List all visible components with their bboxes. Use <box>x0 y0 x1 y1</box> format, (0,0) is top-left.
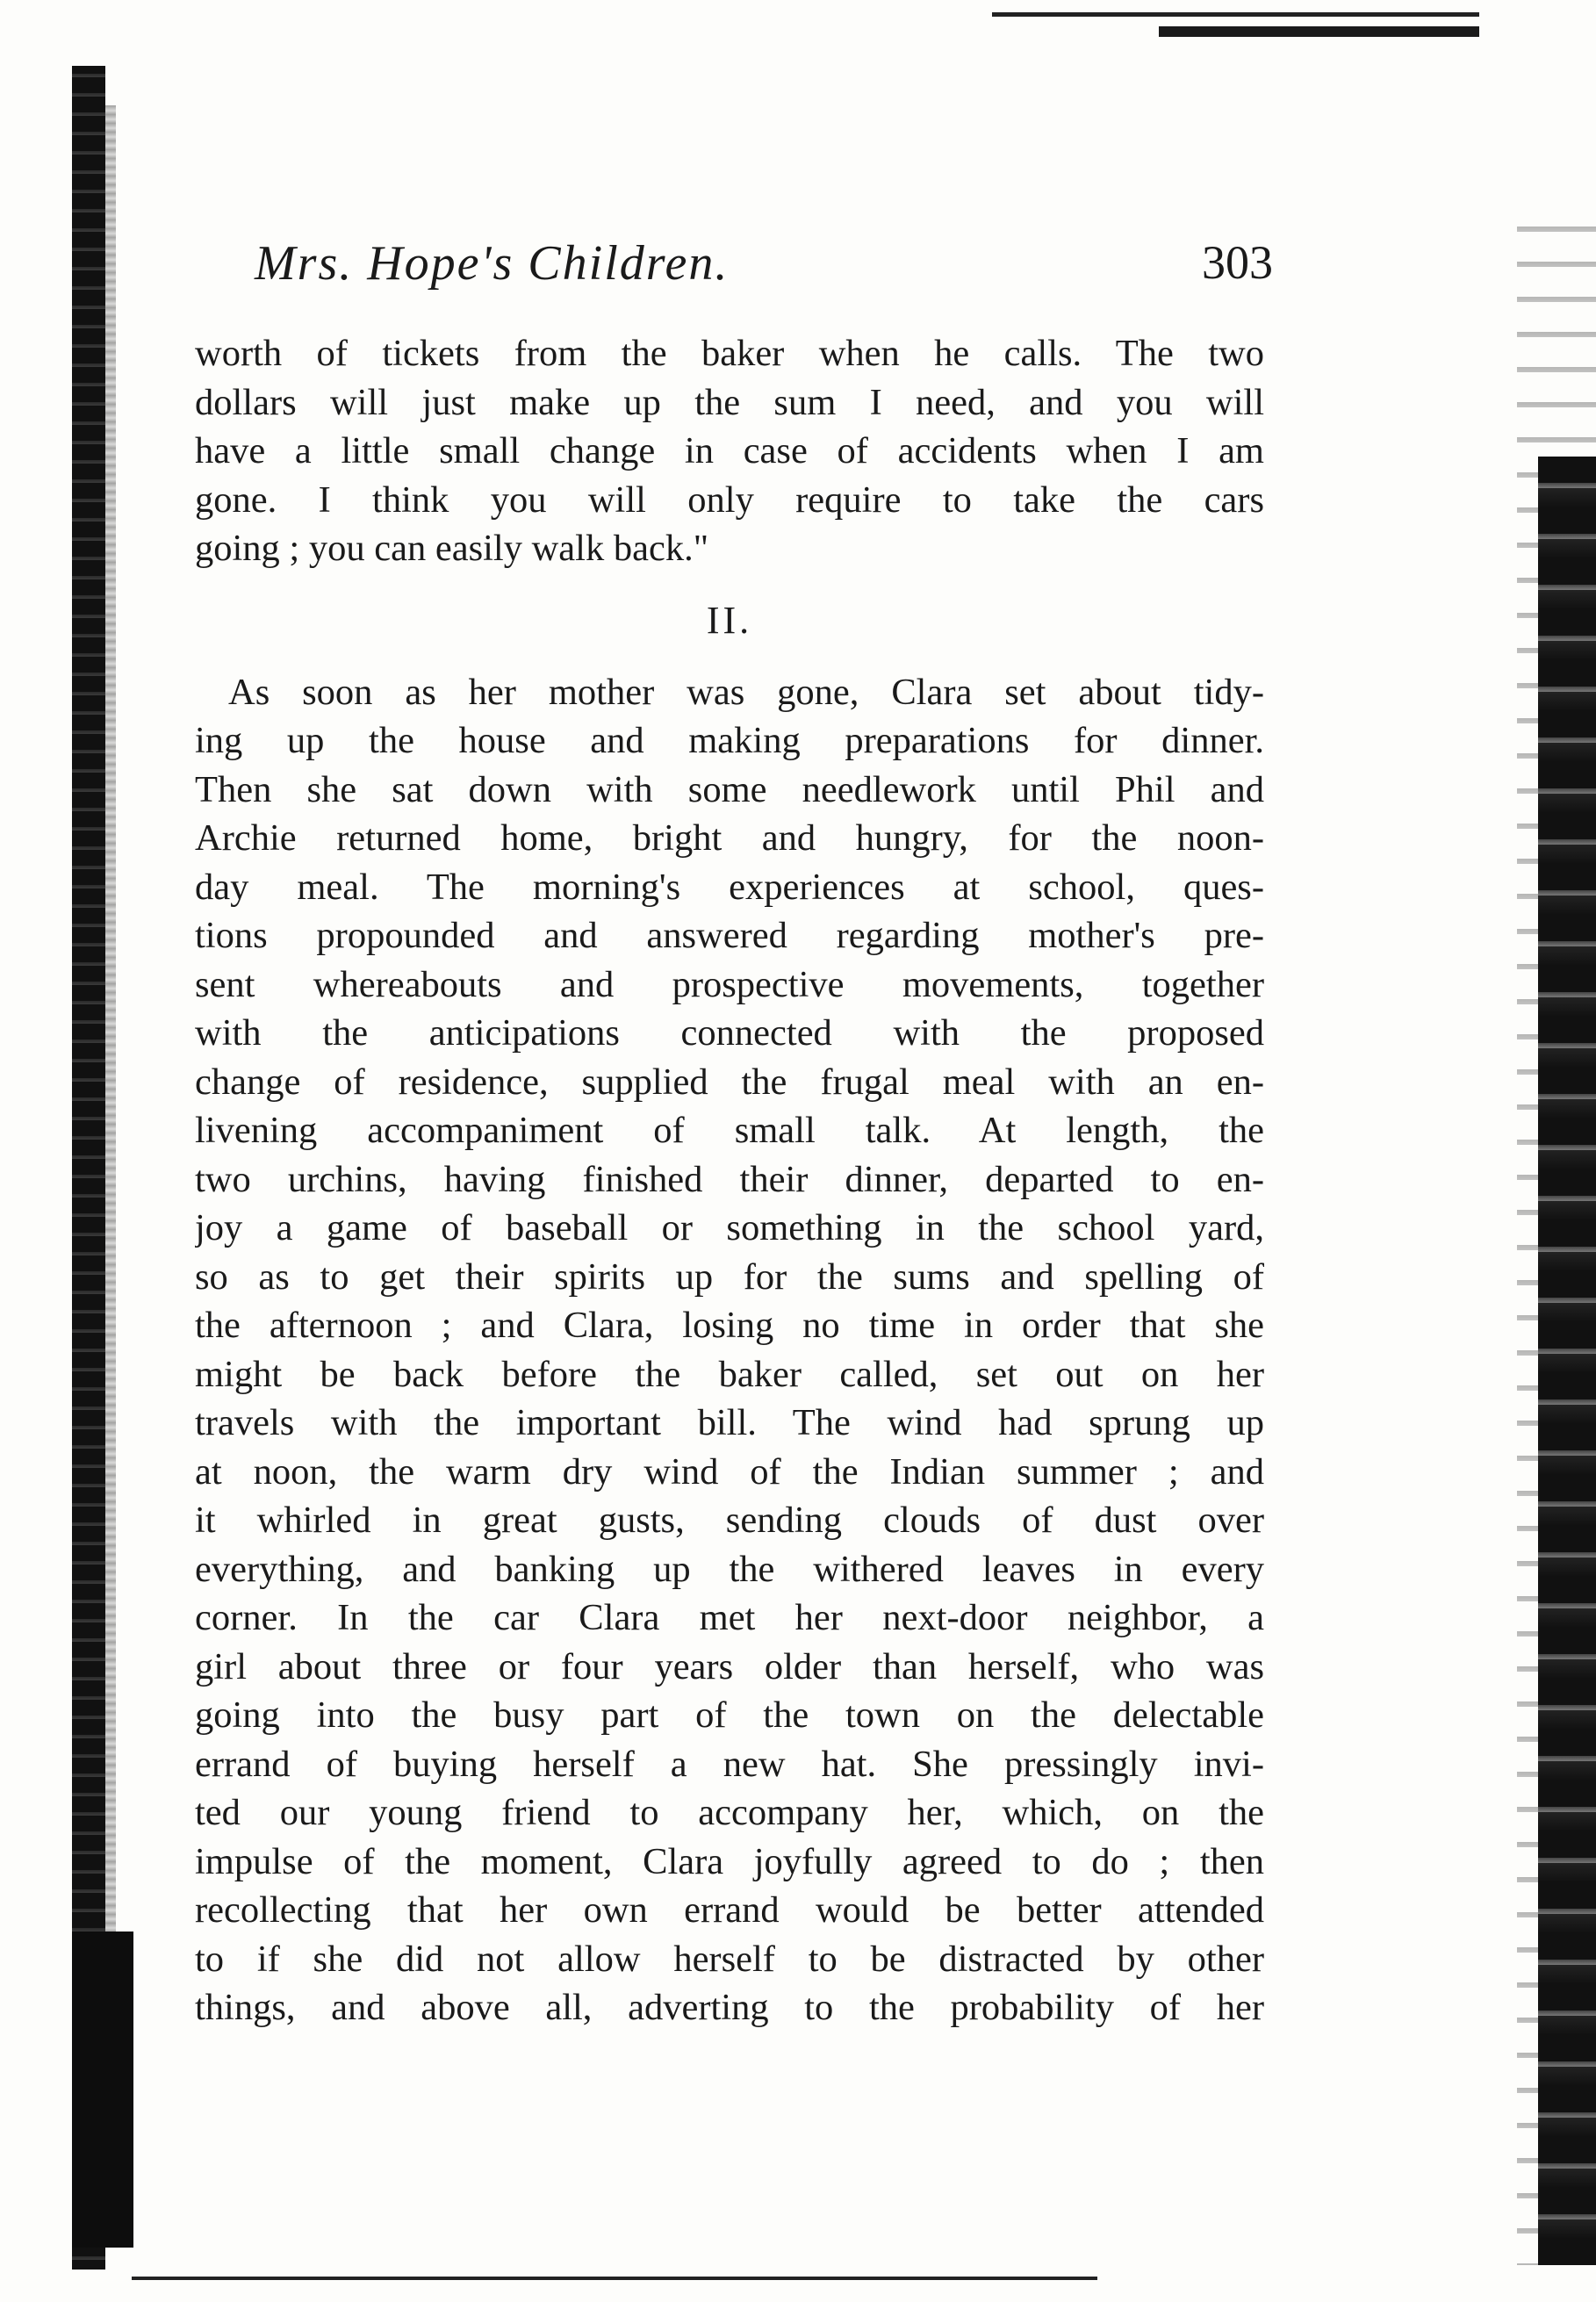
running-head: Mrs. Hope's Children. <box>255 236 730 291</box>
scan-binding-shadow <box>105 105 116 2248</box>
text-line: have a little small change in case of accidents when I am <box>195 430 1264 471</box>
text-line: girl about three or four years older than herself, who was <box>195 1645 1264 1687</box>
text-line: sent whereabouts and prospective movements, together <box>195 963 1264 1005</box>
text-line: might be back before the baker called, set out on her <box>195 1353 1264 1395</box>
text-line: Then she sat down with some needlework until Phil and <box>195 768 1264 810</box>
text-line: things, and above all, adverting to the probability of her <box>195 1987 1264 2028</box>
scan-corner-shadow <box>72 1932 133 2248</box>
text-line: going ; you can easily walk back." <box>195 528 709 569</box>
text-line: dollars will just make up the sum I need, and you will <box>195 381 1264 423</box>
text-line: worth of tickets from the baker when he calls. The two <box>195 333 1264 374</box>
text-line: going into the busy part of the town on the delectable <box>195 1694 1264 1736</box>
text-line: livening accompaniment of small talk. At length, the <box>195 1110 1264 1151</box>
scan-top-edge-dark <box>1159 26 1479 37</box>
text-line: gone. I think you will only require to take the cars <box>195 478 1264 521</box>
text-line: ted our young friend to accompany her, which, on the <box>195 1792 1264 1833</box>
page-number: 303 <box>1202 236 1273 289</box>
text-line: travels with the important bill. The wind had sprung up <box>195 1402 1264 1443</box>
text-line: change of residence, supplied the frugal meal with an en- <box>195 1061 1264 1103</box>
text-line: everything, and banking up the withered leaves in every <box>195 1548 1264 1590</box>
text-line: joy a game of baseball or something in the school yard, <box>195 1207 1264 1248</box>
section-gap <box>195 656 1264 668</box>
text-line: day meal. The morning's experiences at school, ques- <box>195 866 1264 908</box>
scan-top-edge <box>992 12 1479 17</box>
text-line: errand of buying herself a new hat. She pressingly invi- <box>195 1743 1264 1785</box>
text-line: it whirled in great gusts, sending clouds of dust over <box>195 1500 1264 1541</box>
text-line: ing up the house and making preparations for dinner. <box>195 720 1264 761</box>
section-gap <box>195 573 1264 586</box>
text-line: to if she did not allow herself to be distracted by other <box>195 1938 1264 1980</box>
text-line: recollecting that her own errand would be better attended <box>195 1889 1264 1931</box>
section-heading: II. <box>706 598 753 642</box>
scan-bottom-edge <box>132 2277 1097 2280</box>
scan-right-edge <box>1538 457 1596 2265</box>
text-line: two urchins, having finished their dinner, departed to en- <box>195 1158 1264 1200</box>
text-line: with the anticipations connected with the proposed <box>195 1012 1264 1054</box>
text-line: so as to get their spirits up for the sums and spelling of <box>195 1255 1264 1298</box>
text-line: tions propounded and answered regarding mother's pre- <box>195 915 1264 956</box>
text-line: corner. In the car Clara met her next-door neighbor, a <box>195 1597 1264 1638</box>
text-line: at noon, the warm dry wind of the Indian summer ; and <box>195 1450 1264 1493</box>
body-text <box>195 329 1264 2032</box>
text-line: impulse of the moment, Clara joyfully agreed to do ; then <box>195 1840 1264 1882</box>
text-line: Archie returned home, bright and hungry, for the noon- <box>195 817 1264 859</box>
text-line: the afternoon ; and Clara, losing no time in order that she <box>195 1305 1264 1346</box>
page-header <box>255 235 1273 306</box>
paragraph-first-line: As soon as her mother was gone, Clara set about tidy- <box>228 671 1264 713</box>
